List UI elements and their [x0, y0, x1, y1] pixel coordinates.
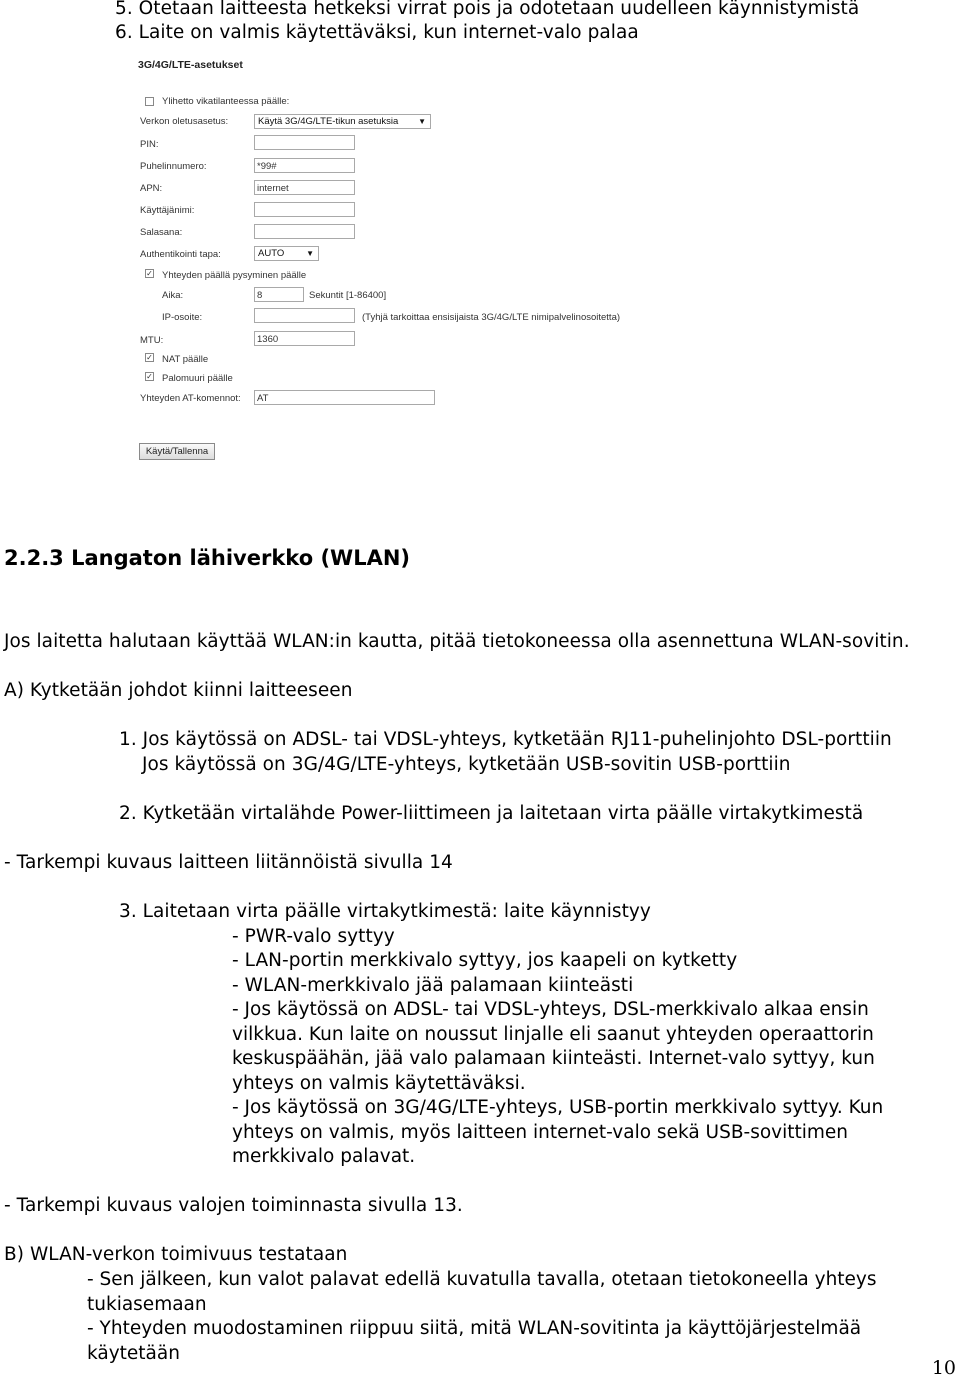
- step-2-text: 2. Kytketään virtalähde Power-liittimeen ja laitetaan virta päälle virtakytkimestä: [119, 803, 864, 824]
- section-a-text: A) Kytketään johdot kiinni laitteeseen: [4, 680, 353, 701]
- ip-label: IP-osoite:: [162, 312, 203, 323]
- password-input[interactable]: [254, 224, 355, 239]
- step-3-item-wlan: - WLAN-merkkivalo jää palamaan kiinteästi: [232, 975, 634, 996]
- username-label: Käyttäjänimi:: [140, 205, 195, 216]
- network-default-value: Käytä 3G/4G/LTE-tikun asetuksia: [258, 116, 399, 127]
- dropdown-arrow-icon: ▼: [306, 249, 314, 258]
- apn-input[interactable]: internet: [254, 180, 355, 195]
- mtu-input[interactable]: 1360: [254, 331, 355, 346]
- note-lights: - Tarkempi kuvaus valojen toiminnasta sivulla 13.: [4, 1195, 463, 1216]
- password-label: Salasana:: [140, 227, 183, 238]
- page-number: 10: [931, 1357, 956, 1379]
- auth-value: AUTO: [258, 248, 285, 259]
- at-input[interactable]: AT: [254, 390, 435, 405]
- at-label: Yhteyden AT-komennot:: [140, 393, 241, 404]
- phone-label: Puhelinnumero:: [140, 161, 207, 172]
- dropdown-arrow-icon: ▼: [418, 117, 426, 126]
- section-b-item-2: - Yhteyden muodostaminen riippuu siitä, mitä WLAN-sovitinta ja käyttöjärjestelmää käytetään: [87, 1318, 862, 1364]
- step-5-text: 5. Otetaan laitteesta hetkeksi virrat pois ja odotetaan uudelleen käynnistymistä: [115, 0, 860, 19]
- time-input[interactable]: 8: [254, 287, 304, 302]
- step-1-line-2: Jos käytössä on 3G/4G/LTE-yhteys, kytketään USB-sovitin USB-porttiin: [142, 754, 791, 775]
- time-unit: Sekuntit [1-86400]: [309, 290, 387, 301]
- auth-label: Authentikointi tapa:: [140, 249, 221, 260]
- nat-label: NAT päälle: [162, 354, 209, 365]
- lte-settings-screenshot: [132, 56, 652, 466]
- intro-text: Jos laitetta halutaan käyttää WLAN:in kautta, pitää tietokoneessa olla asennettuna WLAN-sovitin.: [4, 631, 910, 652]
- firewall-label: Palomuuri päälle: [162, 373, 233, 384]
- ip-hint: (Tyhjä tarkoittaa ensisijaista 3G/4G/LTE nimipalvelinosoitetta): [362, 312, 621, 323]
- nat-checkbox[interactable]: ✓: [146, 353, 153, 362]
- keepalive-label: Yhteyden päällä pysyminen päälle: [162, 270, 307, 281]
- step-6-text: 6. Laite on valmis käytettäväksi, kun internet-valo palaa: [115, 22, 639, 43]
- apply-save-button[interactable]: Käytä/Tallenna: [139, 443, 215, 460]
- note-connectors: - Tarkempi kuvaus laitteen liitännöistä sivulla 14: [4, 852, 453, 873]
- pin-label: PIN:: [140, 139, 159, 150]
- time-label: Aika:: [162, 290, 184, 301]
- settings-title: 3G/4G/LTE-asetukset: [138, 59, 243, 71]
- phone-input[interactable]: *99#: [254, 158, 355, 173]
- failover-checkbox[interactable]: [145, 97, 154, 106]
- step-3-item-dsl: - Jos käytössä on ADSL- tai VDSL-yhteys, DSL-merkkivalo alkaa ensin vilkkua. Kun laite on noussut linjalle eli saanut yhteyden operaattorin keskuspäähän, jää valo palamaan kiinteästi. Internet-valo syttyy, kun yhteys on valmis käytettäväksi.: [232, 999, 875, 1094]
- username-input[interactable]: [254, 202, 355, 217]
- step-3-item-usb: - Jos käytössä on 3G/4G/LTE-yhteys, USB-portin merkkivalo syttyy. Kun yhteys on valmis, myös laitteen internet-valo sekä USB-sovittimen merkkivalo palavat.: [232, 1097, 884, 1167]
- network-default-label: Verkon oletusasetus:: [140, 116, 229, 127]
- pin-input[interactable]: [254, 135, 355, 150]
- firewall-checkbox[interactable]: ✓: [146, 372, 153, 381]
- section-heading: 2.2.3 Langaton lähiverkko (WLAN): [4, 546, 411, 570]
- network-default-select[interactable]: [254, 114, 431, 129]
- mtu-label: MTU:: [140, 335, 164, 346]
- ip-input[interactable]: [254, 308, 355, 323]
- step-3-item-pwr: - PWR-valo syttyy: [232, 926, 395, 947]
- keepalive-checkbox[interactable]: ✓: [146, 269, 153, 278]
- auth-select[interactable]: [254, 246, 319, 261]
- step-3-text: 3. Laitetaan virta päälle virtakytkimestä: laite käynnistyy: [119, 901, 651, 922]
- step-3-item-lan: - LAN-portin merkkivalo syttyy, jos kaapeli on kytketty: [232, 950, 738, 971]
- section-b-item-1: - Sen jälkeen, kun valot palavat edellä kuvatulla tavalla, otetaan tietokoneella yhteys tukiasemaan: [87, 1269, 877, 1315]
- failover-label: Ylihetto vikatilanteessa päälle:: [162, 96, 290, 107]
- apn-label: APN:: [140, 183, 163, 194]
- step-1-line-1: 1. Jos käytössä on ADSL- tai VDSL-yhteys, kytketään RJ11-puhelinjohto DSL-porttiin: [119, 729, 892, 750]
- section-b-text: B) WLAN-verkon toimivuus testataan: [4, 1244, 348, 1265]
